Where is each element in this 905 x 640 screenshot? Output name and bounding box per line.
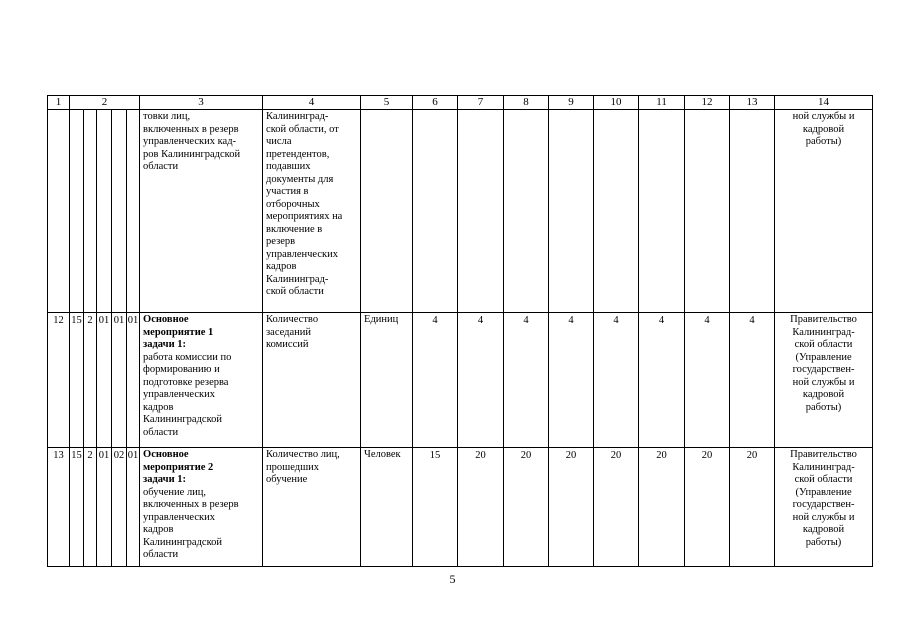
value-cell: 15 (413, 448, 458, 567)
continuation-indicator-cell (263, 110, 361, 313)
text-line: ской области (266, 286, 324, 297)
text-line: заседаний (266, 326, 312, 338)
text-line: управленческих (266, 248, 338, 260)
header-col-7: 7 (458, 96, 504, 110)
header-row (48, 96, 873, 110)
text-line: работы) (805, 136, 842, 147)
table-cell (685, 110, 730, 313)
table-cell (504, 110, 549, 313)
text-line: Калининград- (266, 111, 329, 122)
indicator-cell (263, 313, 361, 448)
program-table (47, 95, 873, 567)
text-line: ной службы и (792, 511, 855, 523)
text-line: ской области (794, 339, 853, 350)
table-cell (70, 110, 84, 313)
row-number: 12 (48, 313, 70, 448)
table-cell (413, 110, 458, 313)
table-cell (84, 110, 97, 313)
activity-title-text (143, 487, 259, 562)
text-line: мероприятиях на (266, 211, 343, 222)
table-cell (594, 110, 639, 313)
table-row-13 (48, 448, 873, 567)
text-line: включенных в резерв (143, 499, 239, 510)
code-cell: 15 (70, 448, 84, 567)
text-line: области (143, 161, 179, 172)
indicator-cell (263, 448, 361, 567)
text-line: резерв (266, 236, 296, 247)
unit-cell: Человек (361, 448, 413, 567)
value-cell: 4 (685, 313, 730, 448)
table-cell (639, 110, 685, 313)
activity-title-cell (140, 313, 263, 448)
text-line: обучение (266, 474, 308, 485)
table-row-continuation (48, 110, 873, 313)
text-line: кадров (266, 261, 297, 272)
header-col-9: 9 (549, 96, 594, 110)
header-col-11: 11 (639, 96, 685, 110)
value-cell: 4 (730, 313, 775, 448)
text-line: Калининград- (266, 273, 329, 285)
table-cell (112, 110, 127, 313)
text-line: Калининград- (792, 326, 855, 338)
text-line: включенных в резерв (143, 123, 239, 135)
text-line: Калининград- (792, 461, 855, 473)
continuation-responsible-cell (775, 110, 873, 313)
header-col-3: 3 (140, 96, 263, 110)
value-cell: 20 (549, 448, 594, 567)
code-cell: 01 (97, 313, 112, 448)
text-line: управленческих (143, 389, 215, 400)
text-line: кадровой (802, 389, 845, 400)
text-line: документы для (266, 173, 334, 185)
text-line: задачи 1: (143, 339, 186, 350)
page-number: 5 (449, 572, 456, 586)
text-line: Количество (266, 314, 319, 325)
table-cell (97, 110, 112, 313)
text-line: мероприятие 2 (143, 461, 214, 473)
responsible-cell (775, 313, 873, 448)
text-line: управленческих (143, 511, 215, 523)
text-line: кадров (143, 524, 174, 535)
value-cell: 4 (504, 313, 549, 448)
text-line: Основное (143, 449, 189, 460)
table-cell (458, 110, 504, 313)
text-line: работы) (805, 401, 842, 413)
text-line: Правительство (790, 314, 857, 325)
value-cell: 4 (549, 313, 594, 448)
table-cell (48, 110, 70, 313)
row-number: 13 (48, 448, 70, 567)
text-line: отборочных (266, 198, 320, 210)
code-cell: 15 (70, 313, 84, 448)
code-cell: 01 (127, 313, 140, 448)
text-line: формированию и (143, 364, 220, 375)
text-line: Калининградской (143, 414, 223, 425)
code-cell: 01 (112, 313, 127, 448)
table-cell (127, 110, 140, 313)
text-line: Калининградской (143, 536, 223, 548)
header-col-14: 14 (775, 96, 873, 110)
text-line: кадровой (802, 123, 845, 135)
code-cell: 01 (127, 448, 140, 567)
table-cell (361, 110, 413, 313)
value-cell: 20 (594, 448, 639, 567)
header-col-6: 6 (413, 96, 458, 110)
text-line: мероприятие 1 (143, 326, 214, 338)
text-line: кадров (143, 401, 174, 413)
text-line: Правительство (790, 449, 857, 460)
value-cell: 4 (458, 313, 504, 448)
value-cell: 20 (504, 448, 549, 567)
text-line: подавших (266, 161, 311, 172)
value-cell: 4 (413, 313, 458, 448)
text-line: Количество лиц, (266, 449, 340, 460)
code-cell: 2 (84, 448, 97, 567)
activity-title-cell (140, 448, 263, 567)
text-line: товки лиц, (143, 111, 191, 122)
text-line: ской области (794, 474, 853, 485)
value-cell: 20 (685, 448, 730, 567)
activity-title-text (143, 352, 259, 440)
value-cell: 20 (639, 448, 685, 567)
header-col-5: 5 (361, 96, 413, 110)
text-line: прошедших (266, 461, 320, 473)
text-line: комиссий (266, 339, 309, 350)
text-line: Основное (143, 314, 189, 325)
text-line: ной службы и (792, 111, 855, 122)
code-cell: 02 (112, 448, 127, 567)
text-line: ной службы и (792, 376, 855, 388)
text-line: области (143, 426, 179, 438)
activity-title-bold (143, 449, 259, 487)
activity-title-bold (143, 314, 259, 352)
text-line: области (143, 549, 179, 560)
text-line: (Управление (795, 351, 852, 363)
text-line: обучение лиц, (143, 486, 207, 498)
text-line: государствен- (792, 364, 855, 375)
value-cell: 4 (639, 313, 685, 448)
header-col-8: 8 (504, 96, 549, 110)
text-line: участия в (266, 186, 309, 197)
text-line: (Управление (795, 486, 852, 498)
header-col-2: 2 (70, 96, 140, 110)
text-line: ров Калининградской (143, 148, 241, 160)
text-line: включение в (266, 223, 323, 235)
text-line: управленческих кад- (143, 136, 237, 147)
table-cell (549, 110, 594, 313)
header-col-12: 12 (685, 96, 730, 110)
text-line: числа (266, 136, 292, 147)
header-col-10: 10 (594, 96, 639, 110)
text-line: работа комиссии по (143, 351, 232, 363)
text-line: государствен- (792, 499, 855, 510)
responsible-cell (775, 448, 873, 567)
text-line: кадровой (802, 524, 845, 535)
code-cell: 2 (84, 313, 97, 448)
text-line: задачи 1: (143, 474, 186, 485)
value-cell: 20 (730, 448, 775, 567)
value-cell: 20 (458, 448, 504, 567)
table-cell (730, 110, 775, 313)
text-line: претендентов, (266, 148, 330, 160)
value-cell: 4 (594, 313, 639, 448)
text-line: подготовке резерва (143, 376, 229, 388)
text-line: работы) (805, 536, 842, 548)
unit-cell: Единиц (361, 313, 413, 448)
header-col-13: 13 (730, 96, 775, 110)
code-cell: 01 (97, 448, 112, 567)
table-row-12 (48, 313, 873, 448)
text-line: ской области, от (266, 123, 339, 135)
header-col-4: 4 (263, 96, 361, 110)
continuation-title-cell (140, 110, 263, 313)
header-col-1: 1 (48, 96, 70, 110)
